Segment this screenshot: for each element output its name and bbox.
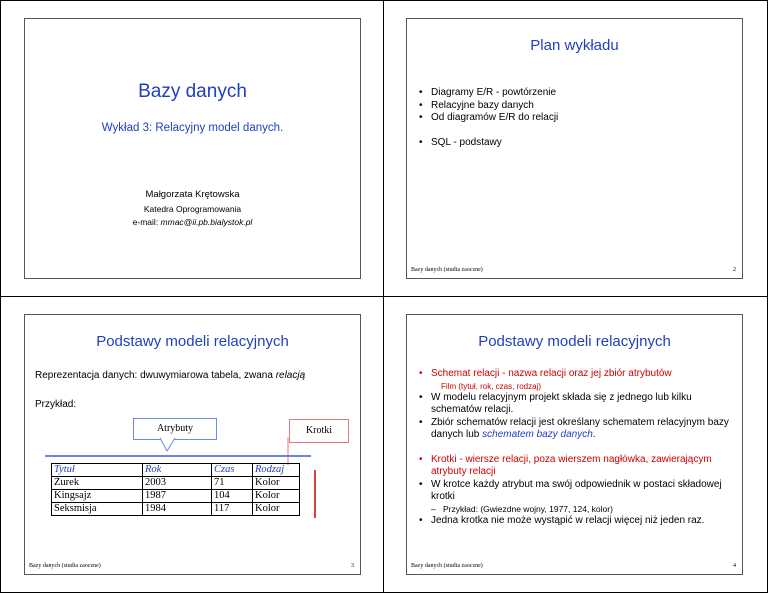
table-header-row <box>52 464 300 477</box>
relation-table <box>51 463 300 516</box>
plan-item: • Od diagramów E/R do relacji <box>419 112 729 125</box>
term-tuples: Krotki <box>431 453 457 465</box>
table-cell: 1987 <box>143 490 212 503</box>
intro-line <box>35 370 305 381</box>
schema-definition: - nazwa relacji oraz jej zbiór atrybutów <box>499 368 672 379</box>
table-cell: Kolor <box>253 490 300 503</box>
schema-example: Film (tytuł, rok, czas, rodzaj) <box>441 381 542 391</box>
header-cell: Czas <box>212 464 253 477</box>
bullet-design: • W modelu relacyjnym projekt składa się z jednego lub kilku schematów relacji. <box>419 392 737 417</box>
components-text: W krotce każdy atrybut ma swój odpowiednik w postaci składowej krotki <box>431 478 722 502</box>
table-cell: Kolor <box>253 503 300 516</box>
table-cell: 2003 <box>143 477 212 490</box>
table-row <box>52 503 300 516</box>
table-cell: Kingsajz <box>52 490 143 503</box>
example-label: Przykład: <box>35 399 77 410</box>
author-name: Małgorzata Krętowska <box>145 189 240 200</box>
table-cell: 104 <box>212 490 253 503</box>
department: Katedra Oprogramowania <box>143 204 242 214</box>
definition-list <box>419 368 737 527</box>
attributes-callout-pointer <box>25 315 362 576</box>
bullet-components <box>419 479 737 515</box>
slide-4 <box>406 314 743 575</box>
intro-italic: relacją <box>275 370 306 381</box>
slide-4-title: Podstawy modeli relacyjnych <box>478 333 671 350</box>
tuples-definition: - wiersze relacji, poza wierszem nagłówka, zawierającym atrybuty relacji <box>431 453 712 477</box>
slide-3-footer: Bazy danych (studia zaoczne) <box>29 563 101 569</box>
tuple-example: – Przykład: (Gwiezdne wojny, 1977, 124, kolor) <box>419 504 737 515</box>
table-cell: Kolor <box>253 477 300 490</box>
plan-item: • SQL - podstawy <box>419 137 729 150</box>
slide-2-footer: Bazy danych (studia zaoczne) <box>411 267 483 273</box>
table-cell: Żurek <box>52 477 143 490</box>
slide-1-title: Bazy danych <box>138 81 247 102</box>
bullet-db-schema <box>419 417 737 442</box>
plan-item: • Relacyjne bazy danych <box>419 100 729 113</box>
bullet-schema <box>419 368 737 392</box>
table-cell: Seksmisja <box>52 503 143 516</box>
tuples-callout: Krotki <box>289 419 349 443</box>
divider-horizontal <box>0 296 768 297</box>
email-line <box>25 217 360 227</box>
header-cell: Rodzaj <box>253 464 300 477</box>
db-schema-end: . <box>592 429 596 440</box>
table-row <box>52 490 300 503</box>
email-address: mmac@ii.pb.bialystok.pl <box>160 217 253 227</box>
slide-3 <box>24 314 361 575</box>
bullet-unique: • Jedna krotka nie może wystąpić w relacji więcej niż jeden raz. <box>419 515 737 528</box>
slide-1-subtitle: Wykład 3: Relacyjny model danych. <box>101 122 284 134</box>
table-cell: 117 <box>212 503 253 516</box>
table-cell: 1984 <box>143 503 212 516</box>
header-cell: Tytuł <box>52 464 143 477</box>
slide-3-page-number: 3 <box>351 563 354 569</box>
term-schema: Schemat relacji <box>431 368 500 379</box>
slide-2 <box>406 18 743 279</box>
plan-list <box>419 87 729 149</box>
slide-3-title: Podstawy modeli relacyjnych <box>96 333 289 350</box>
slide-4-footer: Bazy danych (studia zaoczne) <box>411 563 483 569</box>
table-cell: 71 <box>212 477 253 490</box>
header-cell: Rok <box>143 464 212 477</box>
attributes-callout: Atrybuty <box>133 418 217 440</box>
db-schema-term: schematem bazy danych <box>482 429 593 440</box>
slide-1 <box>24 18 361 279</box>
email-prefix: e-mail: <box>132 217 161 227</box>
plan-item: • Diagramy E/R - powtórzenie <box>419 87 729 100</box>
table-row <box>52 477 300 490</box>
intro-text: Reprezentacja danych: dwuwymiarowa tabela, zwana <box>35 370 276 381</box>
slide-4-page-number: 4 <box>733 563 736 569</box>
slide-2-title: Plan wykładu <box>530 37 619 54</box>
slide-2-page-number: 2 <box>733 267 736 273</box>
db-schema-text: Zbiór schematów relacji jest określany schematem relacyjnym bazy danych lub <box>431 416 729 440</box>
bullet-tuples <box>419 454 737 479</box>
